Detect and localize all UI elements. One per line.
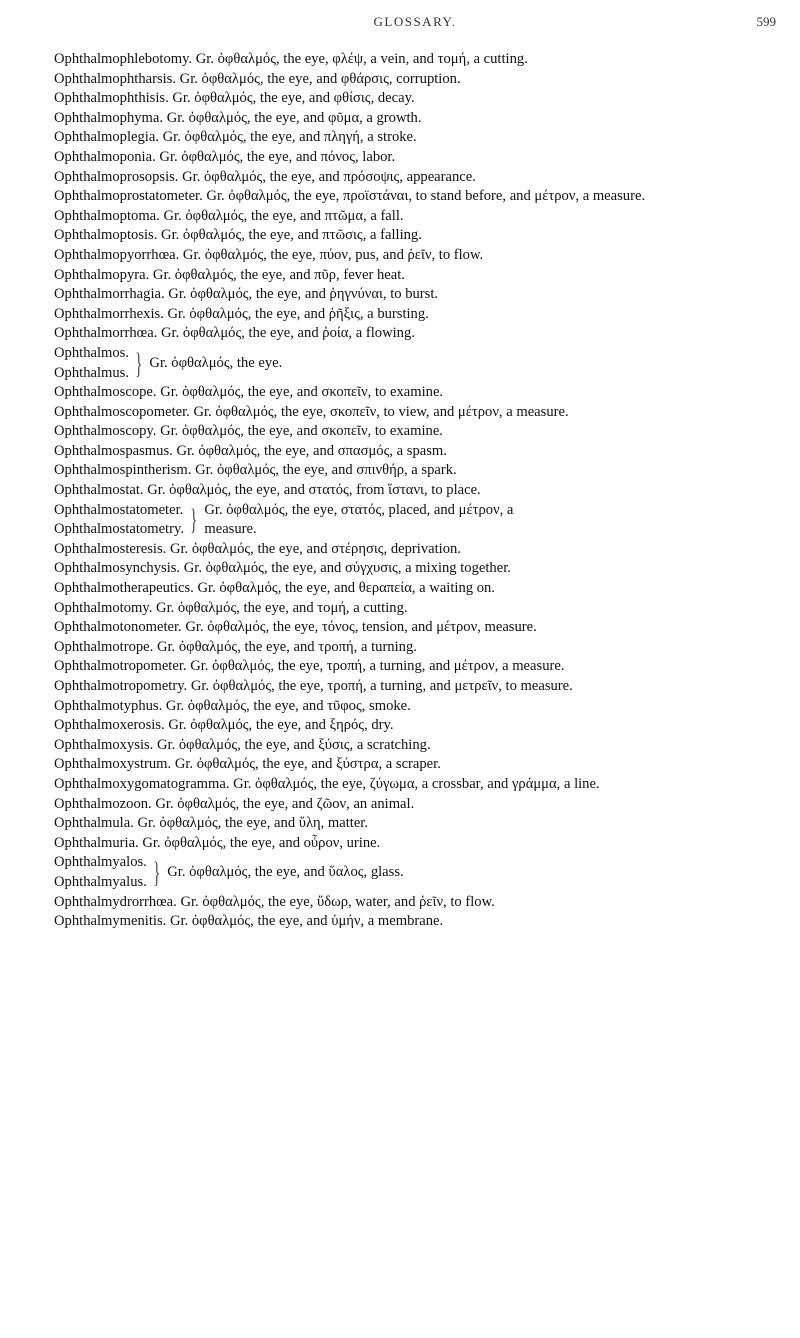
entry-list-d bbox=[54, 893, 776, 932]
entry-term: Ophthalmoptoma. bbox=[54, 207, 160, 224]
entry-definition: Gr. ὀφθαλμός, the eye, and τομή, a cutting. bbox=[156, 599, 408, 616]
page-number: 599 bbox=[756, 14, 776, 29]
entry-term: Ophthalmus. bbox=[54, 364, 129, 381]
entry-definition: Gr. ὀφθαλμός, the eye, and φθίσις, decay. bbox=[172, 90, 415, 107]
entry-definition: Gr. ὀφθαλμός, the eye, and πτῶμα, a fall. bbox=[163, 207, 404, 224]
entry-term: Ophthalmoxystrum. bbox=[54, 756, 172, 773]
entry-definition: Gr. ὀφθαλμός, the eye, and ῥηγνύναι, to burst. bbox=[168, 286, 439, 303]
entry-definition: Gr. ὀφθαλμός, the eye, and ὕαλος, glass. bbox=[167, 864, 404, 881]
glossary-entry bbox=[54, 755, 776, 775]
entry-definition: Gr. ὀφθαλμός, the eye, τροπή, a turning, and μέτρον, a measure. bbox=[190, 658, 565, 675]
entry-term: Ophthalmostatometry. bbox=[54, 521, 184, 538]
glossary-entry bbox=[54, 657, 776, 677]
glossary-entry bbox=[54, 109, 776, 129]
entry-definition: Gr. ὀφθαλμός, the eye, and σκοπεῖν, to examine. bbox=[160, 384, 444, 401]
glossary-entry bbox=[54, 540, 776, 560]
entry-definition: Gr. ὀφθαλμός, the eye, and πληγή, a stroke. bbox=[162, 129, 417, 146]
glossary-entry bbox=[54, 246, 776, 266]
glossary-entry bbox=[54, 775, 776, 795]
running-title: GLOSSARY. bbox=[373, 14, 457, 29]
entry-definition: Gr. ὀφθαλμός, the eye, τόνος, tension, and μέτρον, measure. bbox=[185, 619, 537, 636]
entry-term: Ophthalmophlebotomy. bbox=[54, 51, 193, 67]
entry-definition: Gr. ὀφθαλμός, the eye, and τροπή, a turning. bbox=[156, 638, 417, 655]
glossary-entry bbox=[54, 285, 776, 305]
entry-term: Ophthalmotomy. bbox=[54, 599, 153, 616]
entry-term: Ophthalmotropometry. bbox=[54, 678, 188, 694]
entry-term: Ophthalmoscope. bbox=[54, 384, 157, 401]
entry-term: Ophthalmophthisis. bbox=[54, 90, 169, 107]
entry-definition: Gr. ὀφθαλμός, the eye, and ξηρός, dry. bbox=[168, 717, 394, 734]
entry-definition: Gr. ὀφθαλμός, the eye, and φθάρσις, corruption. bbox=[179, 70, 461, 87]
entry-term: Ophthalmosynchysis. bbox=[54, 560, 181, 577]
glossary-entry bbox=[54, 207, 776, 227]
entry-list-a bbox=[54, 50, 776, 344]
entry-definition: Gr. ὀφθαλμός, the eye, and οὖρον, urine. bbox=[142, 834, 381, 851]
entry-term: Ophthalmoptosis. bbox=[54, 227, 158, 244]
entry-definition: Gr. ὀφθαλμός, the eye, and φῦμα, a growth. bbox=[166, 109, 422, 126]
entry-definition: Gr. ὀφθαλμός, the eye, and ὑμήν, a membrane. bbox=[169, 913, 444, 930]
entry-definition: Gr. ὀφθαλμός, the eye, and ξύστρα, a scraper. bbox=[174, 756, 441, 773]
entry-term: Ophthalmorrhagia. bbox=[54, 286, 165, 303]
glossary-entry bbox=[54, 893, 776, 913]
entry-term: Ophthalmoxygomatogramma. bbox=[54, 775, 230, 792]
entry-term: Ophthalmoscopy. bbox=[54, 423, 157, 440]
entry-definition: Gr. ὀφθαλμός, the eye, σκοπεῖν, to view, and μέτρον, a measure. bbox=[193, 403, 569, 420]
glossary-entry bbox=[54, 128, 776, 148]
glossary-entry bbox=[54, 383, 776, 403]
entry-definition: Gr. ὀφθαλμός, the eye, and ῥῆξις, a bursting. bbox=[167, 305, 429, 322]
entry-definition: Gr. ὀφθαλμός, the eye, and πτῶσις, a falling. bbox=[161, 227, 422, 244]
entry-term: Ophthalmoponia. bbox=[54, 148, 156, 165]
entry-term: Ophthalmophtharsis. bbox=[54, 70, 177, 87]
entry-term: Ophthalmydrorrhœa. bbox=[54, 893, 177, 910]
glossary-entry bbox=[54, 579, 776, 599]
entry-term: Ophthalmotropometer. bbox=[54, 658, 187, 675]
glossary-entry bbox=[54, 168, 776, 188]
brace-glyph: } bbox=[190, 503, 198, 537]
glossary-entry bbox=[54, 226, 776, 246]
glossary-entry bbox=[54, 148, 776, 168]
entry-definition: Gr. ὀφθαλμός, the eye, and πρόσοψις, appearance. bbox=[182, 168, 476, 185]
glossary-entry bbox=[54, 795, 776, 815]
entry-term: Ophthalmorrhœa. bbox=[54, 325, 158, 342]
entry-definition: Gr. ὀφθαλμός, the eye, ζύγωμα, a crossbar, and γράμμα, a line. bbox=[233, 775, 600, 792]
entry-term: Ophthalmozoon. bbox=[54, 795, 152, 812]
brace-glyph: } bbox=[135, 346, 143, 380]
glossary-entry bbox=[54, 461, 776, 481]
glossary-entry bbox=[54, 403, 776, 423]
entry-definition: Gr. ὀφθαλμός, the eye, and ζῶον, an animal. bbox=[155, 795, 415, 812]
entry-definition bbox=[204, 501, 776, 540]
entry-term: Ophthalmorrhexis. bbox=[54, 305, 164, 322]
glossary-entry bbox=[54, 559, 776, 579]
entry-definition: Gr. ὀφθαλμός, the eye, and ῥοία, a flowing. bbox=[161, 325, 415, 342]
entry-term: Ophthalmos. bbox=[54, 344, 129, 361]
entry-term: Ophthalmoprostatometer. bbox=[54, 188, 203, 205]
entry-term: Ophthalmostatometer. bbox=[54, 501, 184, 518]
glossary-entry bbox=[54, 70, 776, 90]
entry-definition: Gr. ὀφθαλμός, the eye, τροπή, a turning, and μετρεῖν, to measure. bbox=[190, 678, 573, 694]
entry-term: Ophthalmotrope. bbox=[54, 638, 154, 655]
entry-definition: Gr. ὀφθαλμός, the eye, and στέρησις, deprivation. bbox=[169, 540, 461, 557]
entry-definition: Gr. ὀφθαλμός, the eye, and ὕλη, matter. bbox=[137, 815, 369, 832]
entry-term: Ophthalmopyorrhœa. bbox=[54, 246, 180, 263]
entry-term: Ophthalmula. bbox=[54, 815, 134, 832]
entry-term: Ophthalmoxerosis. bbox=[54, 717, 165, 734]
entry-term: Ophthalmoplegia. bbox=[54, 129, 159, 146]
glossary-entry bbox=[54, 677, 776, 697]
entry-list-b bbox=[54, 383, 776, 501]
entry-group-statometer bbox=[54, 501, 776, 540]
glossary-entry bbox=[54, 324, 776, 344]
definition-line: Gr. ὀφθαλμός, the eye, στατός, placed, and μέτρον, a bbox=[204, 501, 514, 518]
entry-term: Ophthalmospasmus. bbox=[54, 442, 173, 459]
glossary-entry bbox=[54, 912, 776, 932]
entry-term: Ophthalmophyma. bbox=[54, 109, 164, 126]
entry-definition: Gr. ὀφθαλμός, the eye, φλέψ, a vein, and τομή, a cutting. bbox=[195, 51, 528, 67]
glossary-entry bbox=[54, 599, 776, 619]
entry-definition: Gr. ὀφθαλμός, the eye, and σπινθήρ, a spark. bbox=[195, 462, 457, 479]
entry-term: Ophthalmyalus. bbox=[54, 873, 147, 890]
entry-term: Ophthalmopyra. bbox=[54, 266, 150, 283]
glossary-entry bbox=[54, 736, 776, 756]
entry-term: Ophthalmotonometer. bbox=[54, 619, 182, 636]
entry-definition: Gr. ὀφθαλμός, the eye, and σύγχυσις, a mixing together. bbox=[183, 560, 511, 577]
entry-term: Ophthalmymenitis. bbox=[54, 913, 167, 930]
entry-definition: Gr. ὀφθαλμός, the eye, and σπασμός, a spasm. bbox=[176, 442, 447, 459]
glossary-entry bbox=[54, 266, 776, 286]
group-terms bbox=[54, 853, 147, 892]
glossary-entry bbox=[54, 481, 776, 501]
entry-term: Ophthalmuria. bbox=[54, 834, 139, 851]
entry-definition: Gr. ὀφθαλμός, the eye, and ξύσις, a scratching. bbox=[156, 736, 431, 753]
entry-term: Ophthalmoprosopsis. bbox=[54, 168, 179, 185]
group-terms bbox=[54, 501, 184, 540]
definition-line: measure. bbox=[204, 521, 257, 538]
running-head bbox=[54, 14, 776, 50]
entry-definition: Gr. ὀφθαλμός, the eye, and τῦφος, smoke. bbox=[165, 697, 411, 714]
entry-term: Ophthalmostat. bbox=[54, 482, 144, 499]
glossary-entry bbox=[54, 697, 776, 717]
entry-group-hyalos bbox=[54, 853, 776, 892]
glossary-entry bbox=[54, 716, 776, 736]
entry-definition: Gr. ὀφθαλμός, the eye, πύον, pus, and ῥεῖν, to flow. bbox=[182, 246, 484, 263]
glossary-entry bbox=[54, 305, 776, 325]
entry-definition: Gr. ὀφθαλμός, the eye, προϊστάναι, to stand before, and μέτρον, a measure. bbox=[206, 188, 646, 205]
entry-term: Ophthalmospintherism. bbox=[54, 462, 192, 479]
glossary-entry bbox=[54, 442, 776, 462]
glossary-entry bbox=[54, 638, 776, 658]
group-terms bbox=[54, 344, 129, 383]
glossary-entry bbox=[54, 814, 776, 834]
entry-list-c bbox=[54, 540, 776, 854]
entry-term: Ophthalmosteresis. bbox=[54, 540, 167, 557]
glossary-entry bbox=[54, 187, 776, 207]
entry-definition: Gr. ὀφθαλμός, the eye, and σκοπεῖν, to examine. bbox=[160, 423, 443, 440]
entry-term: Ophthalmoscopometer. bbox=[54, 403, 190, 420]
entry-definition: Gr. ὀφθαλμός, the eye, and πῦρ, fever heat. bbox=[152, 266, 405, 283]
entry-term: Ophthalmotherapeutics. bbox=[54, 580, 194, 597]
glossary-entry bbox=[54, 618, 776, 638]
entry-definition: Gr. ὀφθαλμός, the eye, and πόνος, labor. bbox=[159, 148, 396, 165]
glossary-entries bbox=[54, 50, 776, 932]
entry-group-ophthalmos bbox=[54, 344, 776, 383]
entry-term: Ophthalmotyphus. bbox=[54, 697, 163, 714]
glossary-entry bbox=[54, 89, 776, 109]
entry-definition: Gr. ὀφθαλμός, the eye, and θεραπεία, a waiting on. bbox=[197, 580, 495, 597]
entry-definition: Gr. ὀφθαλμός, the eye. bbox=[149, 354, 283, 371]
entry-term: Ophthalmyalos. bbox=[54, 854, 147, 871]
entry-definition: Gr. ὀφθαλμός, the eye, ὕδωρ, water, and ῥεῖν, to flow. bbox=[180, 893, 495, 910]
brace-glyph: } bbox=[152, 855, 161, 889]
glossary-entry bbox=[54, 422, 776, 442]
glossary-entry bbox=[54, 50, 776, 70]
glossary-entry bbox=[54, 834, 776, 854]
entry-term: Ophthalmoxysis. bbox=[54, 736, 154, 753]
entry-definition: Gr. ὀφθαλμός, the eye, and στατός, from ἵστανι, to place. bbox=[147, 482, 481, 499]
